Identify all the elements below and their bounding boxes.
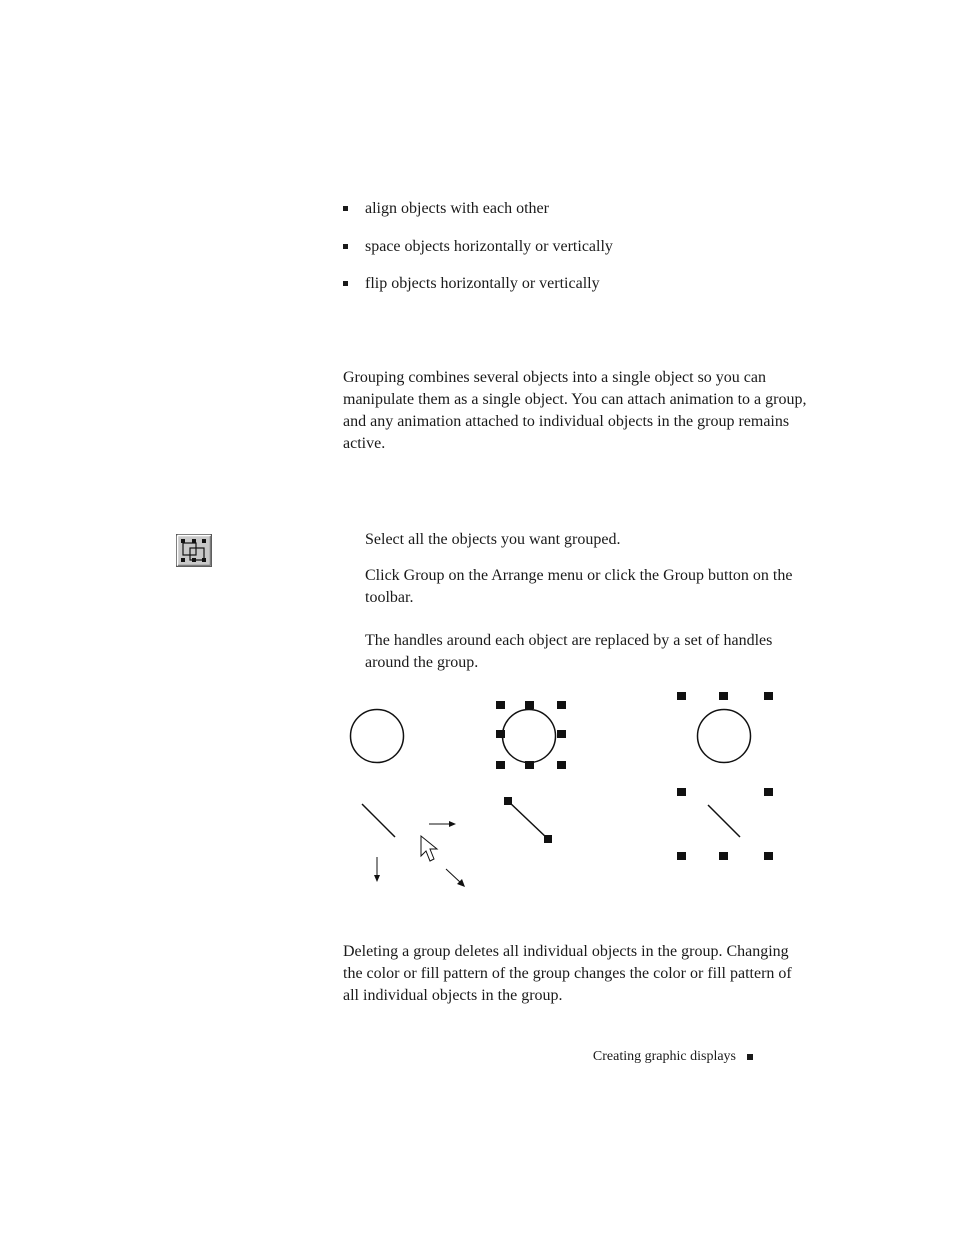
deleting-paragraph: Deleting a group deletes all individual objects in the group. Changing the color or fill pattern of the group changes the color or fill pattern of all individual objects in the group. xyxy=(343,943,792,1004)
group-handles xyxy=(677,692,773,860)
arrow-right-icon xyxy=(429,821,456,827)
step-2-text: Click Group on the Arrange menu or click the Group button on the toolbar. xyxy=(365,567,793,606)
ungrouped-line xyxy=(362,804,395,837)
footer-square-icon xyxy=(747,1054,753,1060)
selected-line xyxy=(508,801,548,839)
bullet-item: align objects with each other xyxy=(343,198,813,220)
bullet-square-icon xyxy=(343,244,348,249)
bullet-item: space objects horizontally or vertically xyxy=(343,236,813,258)
bullet-square-icon xyxy=(343,206,348,211)
arrow-down-icon xyxy=(374,857,380,882)
grouped-line xyxy=(708,805,740,837)
mouse-pointer-icon xyxy=(421,836,437,861)
ungrouped-circle xyxy=(351,710,404,763)
feature-bullet-list xyxy=(343,198,813,311)
step-result-text: The handles around each object are replaced by a set of handles around the group. xyxy=(365,632,773,671)
group-button-icon xyxy=(176,534,212,567)
arrow-diagonal-icon xyxy=(446,869,465,887)
grouping-paragraph: Grouping combines several objects into a single object so you can manipulate them as a single object. You can attach animation to a group, and any animation attached to individual objects in the group remains active. xyxy=(343,369,807,452)
bullet-item: flip objects horizontally or vertically xyxy=(343,273,813,295)
grouping-illustration xyxy=(340,685,790,900)
selected-circle xyxy=(503,710,556,763)
bullet-square-icon xyxy=(343,281,348,286)
page-footer-title: Creating graphic displays xyxy=(592,1049,736,1064)
grouped-circle xyxy=(698,710,751,763)
step-1-text: Select all the objects you want grouped. xyxy=(365,531,621,548)
